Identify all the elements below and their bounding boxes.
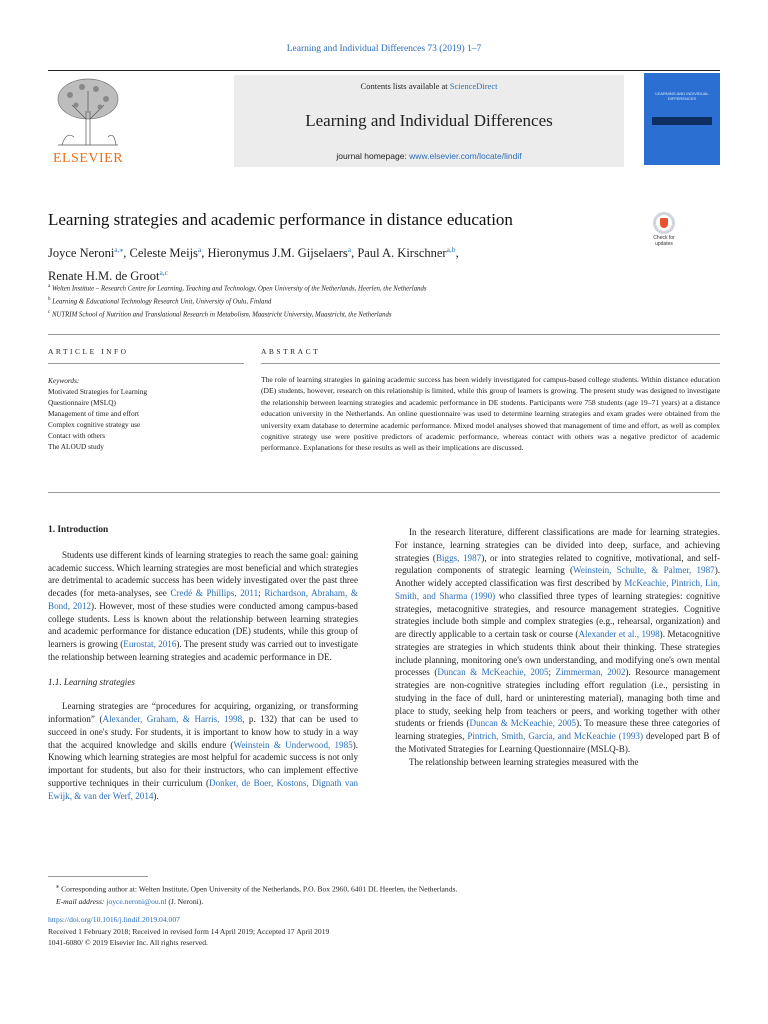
citation-link[interactable]: Donker, de Boer, Kostons, Dignath van Ewijk, & van der Werf, 2014 (48, 777, 359, 801)
author-affiliation-marker[interactable]: a (347, 245, 352, 254)
footnote-marker: ⁎ (56, 883, 60, 890)
citation-link[interactable]: Richardson, Abraham, & Bond, 2012 (48, 588, 358, 611)
journal-title: Learning and Individual Differences (305, 111, 553, 130)
email-label: E-mail address: (56, 896, 107, 906)
affiliation-marker: b (48, 296, 51, 302)
keyword: Management of time and effort (48, 409, 140, 418)
citation-link[interactable]: Zimmerman, 2002 (555, 667, 626, 678)
received-dates: Received 1 February 2018; Received in revised form 14 April 2019; Accepted 17 April 2019 (48, 926, 330, 936)
citation-link[interactable]: Duncan & McKeachie, 2005 (437, 667, 549, 678)
corresponding-author-footnote (48, 881, 720, 908)
affiliation-marker: c (48, 309, 51, 315)
journal-cover-thumbnail[interactable] (644, 73, 720, 165)
citation-link[interactable]: Credé & Phillips, 2011 (170, 588, 259, 598)
author-list (48, 240, 628, 286)
learning-strategies-paragraph: In the research literature, different classifications are made for learning strategies. For instance, learning strategies can be divided into deep, surface, and achieving strategies (Biggs, 1987), or into strategies related to cognitive, motivational, and self-regulation components of strategic learning (Weinstein, Schulte, & Palmer, 1987). Another widely accepted classification was first described by McKeachie, Pintrich, Lin, Smith, and Sharma (1990) who classified three types of learning strategies: cognitive strategies, metacognitive strategies, and resource management strategies. Cognitive strategies include both simple and complex strategies (e.g., rehearsal, organization) and are directly applicable to a certain task or course (Alexander et al., 1998). Metacognitive strategies are strategies in which students think about their thinking. These strategies include planning, monitoring one's own understanding, and modifying one's own mental processes (Duncan & McKeachie, 2005; Zimmerman, 2002). Resource management strategies are non-cognitive strategies including effort regulation (i.e., persisting in studying in the face of dull, hard or uninteresting material), managing both time and place to study, seeking help from teachers or peers, and working together with other students or friends (Duncan & McKeachie, 2005). To measure these three categories of learning strategies, Pintrich, Smith, Garcia, and McKeachie (1993) developed part B of the Motivated Strategies for Learning Questionnaire (MSLQ-B). (395, 527, 721, 754)
author-name[interactable]: Celeste Meijs (129, 246, 198, 261)
author-name[interactable]: Paul A. Kirschner (357, 246, 447, 261)
journal-masthead (48, 70, 720, 170)
keyword: Complex cognitive strategy use (48, 420, 141, 429)
citation-link[interactable]: Weinstein, Schulte, & Palmer, 1987 (573, 565, 715, 576)
citation-link[interactable]: Pintrich, Smith, Garcia, and McKeachie (1993) (467, 731, 644, 741)
tree-icon (48, 75, 128, 147)
citation-link[interactable]: Eurostat, 2016 (123, 639, 177, 649)
author-affiliation-marker[interactable]: a,c (159, 268, 168, 278)
learning-strategies-paragraph: Learning strategies are “procedures for acquiring, organizing, or transforming information” (Alexander, Graham, & Harris, 1998, p. 132) that can be used to succeed in one's study. For students, it is important to know how to study in a way that the acquired knowledge and skills endure (Weinstein & Underwood, 1985). Knowing which learning strategies are most helpful for academic success is not only important for students, but also for their instructors, who can implement effective supportive techniques in their curriculum (Donker, de Boer, Kostons, Dignath van Ewijk, & van der Werf, 2014). (48, 701, 359, 801)
author-separator: , (351, 246, 358, 261)
journal-homepage-link[interactable]: www.elsevier.com/locate/lindif (409, 151, 522, 161)
doi-link[interactable]: https://doi.org/10.1016/j.lindif.2019.04.007 (48, 915, 180, 924)
keyword: Questionnaire (MSLQ) (48, 398, 116, 407)
contents-prefix: Contents lists available at (360, 81, 450, 91)
abstract-text: The role of learning strategies in gaining academic success has been widely investigated for campus-based college students. Within distance education (DE) students, however, research on this relationship is limited, while this group of learners is growing. The present study was designed to investigate the relationship between learning strategies and academic performance in DE students. Participants were 758 students (age 19–71 years) at a distance education university in the Netherlands. An online questionnaire was used to determine learning strategies and exam grades were obtained from the university exam database to determine academic performance. Mixed model analyses showed that management of time and effort, as well as complex cognitive strategy use were positive predictors of academic performance, whereas contact with others was a negative predictor of academic performance. Explanations for these results as well as their implications are discussed. (261, 375, 720, 453)
affiliation-text: Learning & Educational Technology Research Unit, University of Oulu, Finland (52, 298, 272, 306)
citation-link[interactable]: Weinstein & Underwood, 1985 (233, 739, 353, 750)
email-line (56, 896, 720, 908)
affiliation-item (48, 295, 728, 308)
cover-band (652, 117, 712, 125)
subsection-heading-learning-strategies: 1.1. Learning strategies (48, 676, 135, 687)
citation-link[interactable]: Biggs, 1987 (435, 552, 482, 563)
journal-reference[interactable]: Learning and Individual Differences 73 (2019) 1–7 (286, 44, 482, 54)
publication-info (48, 914, 720, 949)
keyword: The ALOUD study (48, 442, 104, 451)
affiliation-text: Welten Institute – Research Centre for Learning, Teaching and Technology, Open University of the Netherlands, Heerlen, the Netherlands (51, 285, 427, 293)
keyword: Contact with others (48, 431, 106, 440)
author-name[interactable]: Hieronymus J.M. Gijselaers (207, 246, 348, 261)
divider (48, 334, 720, 335)
intro-paragraph: Students use different kinds of learning strategies to reach the same goal: gaining academic success. Which learning strategies are most beneficial and which strategies are detrimental to academic success has been widely investigated over the past three decades (for meta-analyses, see Credé & Phillips, 2011; Richardson, Abraham, & Bond, 2012). However, most of these studies were conducted among campus-based college students. Less is known about the relationship between learning strategies and academic performance for distance education (DE) students, while this group of learners is growing (Eurostat, 2016). The present study was carried out to investigate the relationship between learning strategies and academic performance in DE. (48, 549, 358, 662)
author-separator: , (455, 246, 459, 261)
paper-title: Learning strategies and academic performance in distance education (48, 210, 513, 229)
affiliation-list (48, 282, 728, 320)
bookmark-icon (653, 212, 675, 234)
check-for-updates-badge[interactable] (648, 212, 680, 252)
affiliation-marker: a (48, 284, 51, 289)
citation-link[interactable]: Alexander et al., 1998 (578, 629, 660, 639)
divider (261, 363, 720, 364)
abstract-heading: ABSTRACT (261, 347, 321, 356)
divider (48, 363, 244, 364)
sciencedirect-link[interactable]: ScienceDirect (449, 81, 498, 91)
homepage-prefix: journal homepage: (336, 151, 410, 161)
elsevier-tree-logo[interactable] (48, 75, 128, 167)
affiliation-item (48, 308, 728, 321)
affiliation-text: NUTRIM School of Nutrition and Translational Research in Metabolism, Maastricht University, Maastricht, the Netherlands (51, 310, 392, 318)
author-affiliation-marker[interactable]: a (197, 245, 202, 254)
masthead-center (234, 75, 624, 167)
body-column-right (395, 526, 720, 768)
learning-strategies-paragraph: The relationship between learning strategies measured with the (409, 756, 639, 767)
divider (48, 492, 720, 493)
keywords-label: Keywords: (48, 376, 80, 385)
keywords-block (48, 375, 244, 452)
contents-available-line (234, 81, 624, 91)
journal-homepage-line (234, 151, 624, 161)
copyright-line: 1041-6080/ © 2019 Elsevier Inc. All rights reserved. (48, 938, 208, 947)
citation-link[interactable]: McKeachie, Pintrich, Lin, Smith, and Sharma (1990) (395, 578, 720, 601)
email-suffix: (J. Neroni). (166, 896, 204, 906)
citation-link[interactable]: Alexander, Graham, & Harris, 1998 (102, 714, 243, 724)
corresponding-line (56, 881, 720, 896)
author-name[interactable]: Renate H.M. de Groot (48, 269, 160, 284)
author-separator: , (123, 246, 130, 261)
keyword: Motivated Strategies for Learning (48, 387, 148, 396)
cover-title: LEARNING AND INDIVIDUAL DIFFERENCES (655, 91, 709, 101)
check-updates-label: Check for updates (653, 235, 675, 247)
author-affiliation-marker[interactable]: a,b (446, 245, 456, 254)
email-link[interactable]: joyce.neroni@ou.nl (106, 896, 167, 906)
author-separator: , (201, 246, 208, 261)
corresponding-text: Corresponding author at: Welten Institute, Open University of the Netherlands, P.O. Box 2960, 6401 DL Heerlen, the Netherlands. (61, 884, 458, 894)
section-heading-introduction: 1. Introduction (48, 525, 109, 535)
author-affiliation-marker[interactable]: a,⁎ (114, 245, 124, 254)
elsevier-wordmark: ELSEVIER (52, 151, 124, 166)
affiliation-item (48, 282, 728, 295)
author-name[interactable]: Joyce Neroni (48, 246, 115, 261)
article-info-heading: ARTICLE INFO (48, 347, 129, 356)
body-column-left (48, 524, 358, 802)
citation-link[interactable]: Duncan & McKeachie, 2005 (469, 718, 577, 729)
footnote-divider (48, 876, 148, 877)
